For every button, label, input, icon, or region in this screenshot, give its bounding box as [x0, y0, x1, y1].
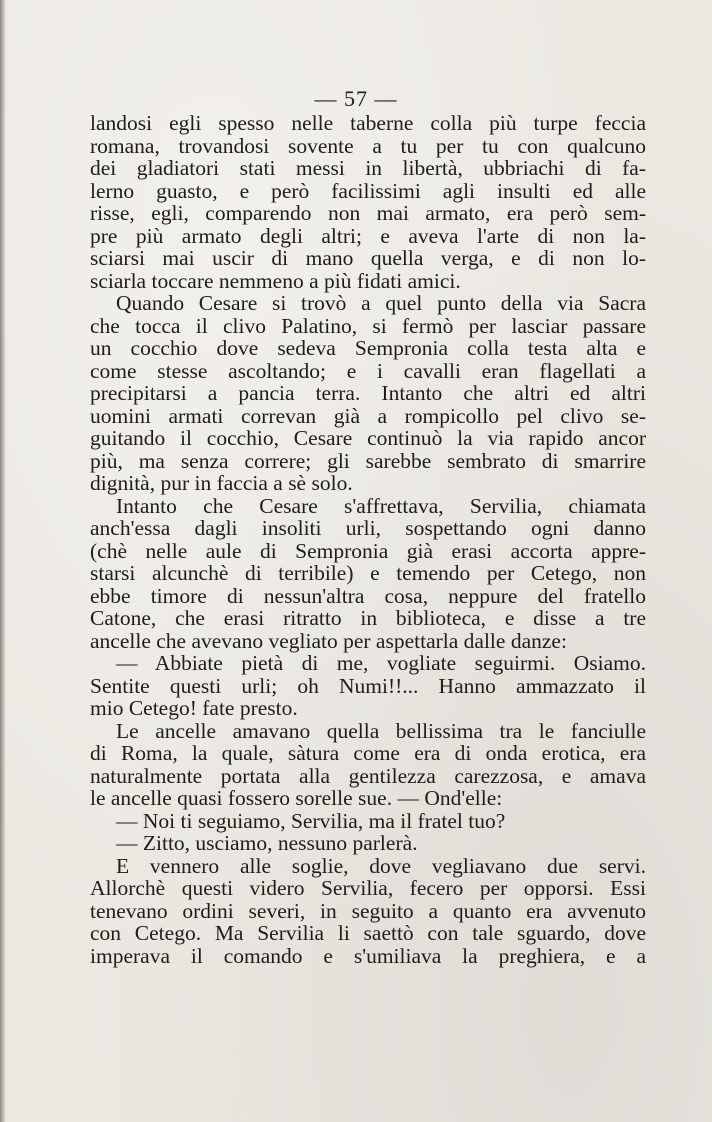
- text-line: Quando Cesare si trovò a quel punto della via Sacra: [116, 291, 646, 315]
- text-line: mio Cetego! fate presto.: [90, 696, 298, 720]
- text-line: naturalmente portata alla gentilezza carezzosa, e amava: [90, 763, 646, 788]
- text-line: romana, trovandosi sovente a tu per tu con qualcuno: [90, 133, 646, 158]
- text-line: sciarsi mai uscir di mano quella verga, e di non lo-: [90, 246, 646, 270]
- text-line: — Noi ti seguiamo, Servilia, ma il fratel tuo?: [116, 808, 506, 833]
- text-line: imperava il comando e s'umiliava la preghiera, e a: [90, 943, 646, 968]
- text-line: (chè nelle aule di Sempronia già erasi accorta appre-: [90, 538, 646, 563]
- binding-edge: [0, 0, 6, 1122]
- text-line: Sentite questi urli; oh Numi!!... Hanno ammazzato il: [90, 673, 646, 698]
- text-line: anch'essa dagli insoliti urli, sospettando ogni danno: [90, 516, 646, 540]
- text-line: E vennero alle soglie, dove vegliavano due servi.: [116, 853, 646, 878]
- text-line: dignità, pur in faccia a sè solo.: [90, 471, 353, 495]
- page-number: — 57 —: [314, 86, 398, 111]
- text-line: — Zitto, usciamo, nessuno parlerà.: [116, 831, 418, 855]
- text-line: più, ma senza correre; gli sarebbe sembrato di smarrire: [90, 448, 646, 473]
- text-line: Allorchè questi videro Servilia, fecero per opporsi. Essi: [90, 876, 646, 900]
- text-line: pre più armato degli altri; e aveva l'arte di non la-: [90, 223, 646, 248]
- text-line: risse, egli, comparendo non mai armato, era però sem-: [90, 201, 646, 225]
- text-line: lerno guasto, e però facilissimi agli insulti ed alle: [90, 178, 646, 203]
- text-line: Le ancelle amavano quella bellissima tra le fanciulle: [116, 718, 646, 743]
- text-line: con Cetego. Ma Servilia li saettò con tale sguardo, dove: [90, 921, 646, 945]
- text-line: precipitarsi a pancia terra. Intanto che altri ed altri: [90, 381, 646, 405]
- text-line: guitando il cocchio, Cesare continuò la via rapido ancor: [90, 426, 646, 450]
- text-line: starsi alcunchè di terribile) e temendo per Cetego, non: [90, 561, 646, 585]
- text-line: Catone, che erasi ritratto in biblioteca, e disse a tre: [90, 606, 646, 630]
- text-line: ancelle che avevano vegliato per aspettarla dalle danze:: [90, 628, 567, 653]
- text-line: di Roma, la quale, sàtura come era di onda erotica, era: [90, 741, 646, 765]
- text-line: dei gladiatori stati messi in libertà, ubbriachi di fa-: [90, 156, 646, 180]
- text-line: che tocca il clivo Palatino, si fermò per lasciar passare: [90, 313, 646, 338]
- text-line: tenevano ordini severi, in seguito a quanto era avvenuto: [90, 898, 646, 923]
- text-line: ebbe timore di nessun'altra cosa, neppure del fratello: [90, 583, 646, 608]
- text-line: uomini armati correvan già a rompicollo pel clivo se-: [90, 403, 646, 428]
- text-line: come stesse ascoltando; e i cavalli eran flagellati a: [90, 358, 646, 383]
- text-line: landosi egli spesso nelle taberne colla più turpe feccia: [90, 111, 646, 135]
- text-line: le ancelle quasi fossero sorelle sue. — Ond'elle:: [90, 786, 503, 810]
- text-line: — Abbiate pietà di me, vogliate seguirmi. Osiamo.: [116, 651, 646, 675]
- text-line: Intanto che Cesare s'affrettava, Servilia, chiamata: [116, 493, 646, 518]
- text-line: un cocchio dove sedeva Sempronia colla testa alta e: [90, 336, 646, 360]
- text-line: sciarla toccare nemmeno a più fidati amici.: [90, 268, 461, 293]
- body-text: [90, 112, 646, 967]
